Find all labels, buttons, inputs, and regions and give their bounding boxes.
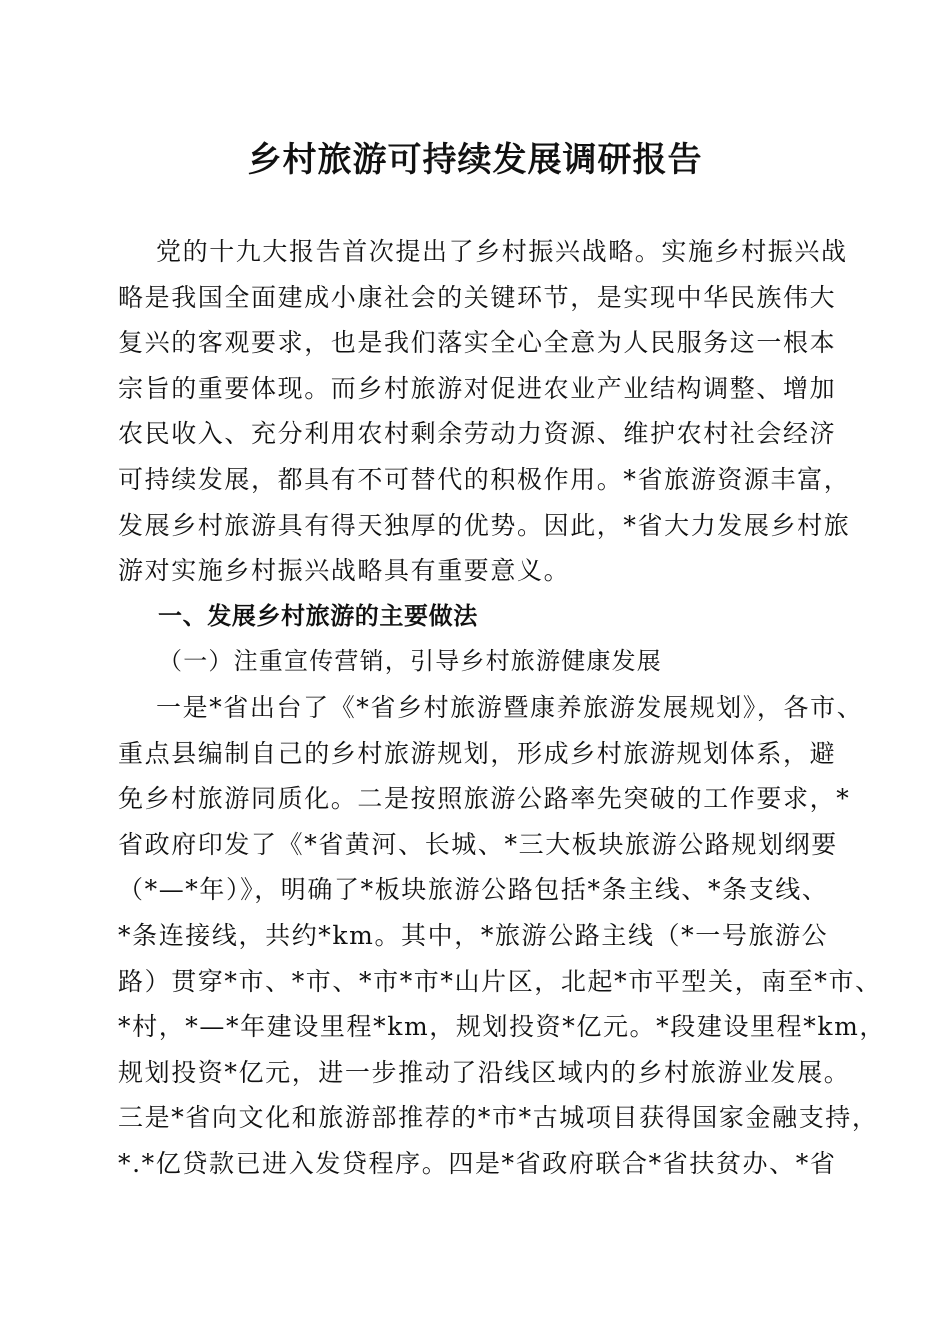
body-paragraph	[118, 685, 887, 1187]
text-line: 一是*省出台了《*省乡村旅游暨康养旅游发展规划》，各市、	[156, 692, 864, 722]
document-body	[118, 229, 887, 1186]
text-line: 宗旨的重要体现。而乡村旅游对促进农业产业结构调整、增加	[118, 373, 837, 403]
text-line: 略是我国全面建成小康社会的关键环节，是实现中华民族伟大	[118, 282, 837, 312]
text-line: *村，*—*年建设里程*km，规划投资*亿元。*段建设里程*km，	[118, 1012, 887, 1042]
text-line: *.*亿贷款已进入发贷程序。四是*省政府联合*省扶贫办、*省	[118, 1148, 837, 1178]
text-line: （*—*年）》，明确了*板块旅游公路包括*条主线、*条支线、	[118, 875, 829, 905]
text-line: 路）贯穿*市、*市、*市*市*山片区，北起*市平型关，南至*市、	[118, 966, 882, 996]
text-line: 发展乡村旅游具有得天独厚的优势。因此，*省大力发展乡村旅	[118, 510, 851, 540]
text-line: 农民收入、充分利用农村剩余劳动力资源、维护农村社会经济	[118, 419, 837, 449]
text-line: 重点县编制自己的乡村旅游规划，形成乡村旅游规划体系，避	[118, 738, 837, 768]
text-line: 复兴的客观要求，也是我们落实全心全意为人民服务这一根本	[118, 328, 837, 358]
text-line: 游对实施乡村振兴战略具有重要意义。	[118, 556, 571, 586]
text-line: *条连接线，共约*km。其中，*旅游公路主线（*一号旅游公	[118, 920, 829, 950]
document-title: 乡村旅游可持续发展调研报告	[247, 140, 703, 180]
text-line: 规划投资*亿元，进一步推动了沿线区域内的乡村旅游业发展。	[118, 1057, 851, 1087]
text-line: 三是*省向文化和旅游部推荐的*市*古城项目获得国家金融支持，	[118, 1103, 879, 1133]
text-line: 免乡村旅游同质化。二是按照旅游公路率先突破的工作要求，*	[118, 784, 851, 814]
text-line: 可持续发展，都具有不可替代的积极作用。*省旅游资源丰富，	[118, 464, 851, 494]
section-heading: 一、发展乡村旅游的主要做法	[158, 601, 478, 630]
text-line: 党的十九大报告首次提出了乡村振兴战略。实施乡村振兴战	[156, 237, 848, 266]
intro-paragraph	[118, 229, 851, 594]
subsection-heading: （一）注重宣传营销，引导乡村旅游健康发展	[158, 647, 662, 676]
text-line: 省政府印发了《*省黄河、长城、*三大板块旅游公路规划纲要	[118, 829, 838, 859]
